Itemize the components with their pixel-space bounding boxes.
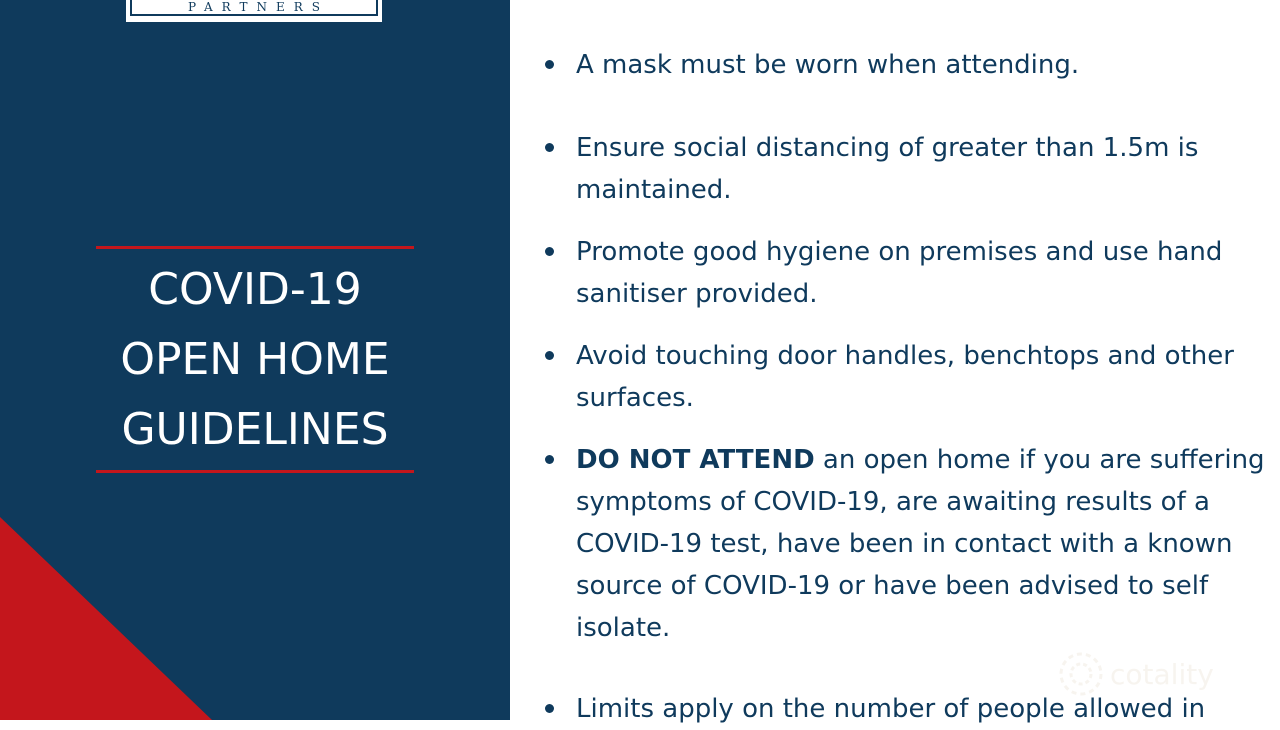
title-line-1: COVID-19 xyxy=(148,264,362,315)
guideline-surfaces: Avoid touching door handles, benchtops and other surfaces. xyxy=(576,335,1266,419)
title-rule-bottom xyxy=(96,470,414,473)
left-panel xyxy=(0,0,510,720)
guideline-distancing: Ensure social distancing of greater than 1.5m is maintained. xyxy=(576,127,1266,211)
logo-text: PARTNERS xyxy=(188,0,329,14)
cotality-logo-icon xyxy=(1058,651,1104,697)
logo xyxy=(126,0,382,22)
watermark xyxy=(1058,644,1214,704)
page-title xyxy=(0,255,510,465)
guidelines-panel xyxy=(510,0,1280,724)
do-not-attend-emphasis: DO NOT ATTEND xyxy=(576,445,815,475)
title-line-2: OPEN HOME xyxy=(120,334,390,385)
guideline-mask: A mask must be worn when attending. xyxy=(576,44,1266,86)
title-rule-top xyxy=(96,246,414,249)
title-line-3: GUIDELINES xyxy=(121,404,389,455)
guideline-limits: Limits apply on the number of people allowed in xyxy=(576,688,1266,730)
watermark-text: cotality xyxy=(1110,657,1214,691)
guideline-do-not-attend: DO NOT ATTEND an open home if you are suffering symptoms of COVID-19, are awaiting results of a COVID-19 test, have been in contact with a known source of COVID-19 or have been advised to self isolate. xyxy=(576,439,1266,649)
guideline-hygiene: Promote good hygiene on premises and use hand sanitiser provided. xyxy=(576,231,1266,315)
